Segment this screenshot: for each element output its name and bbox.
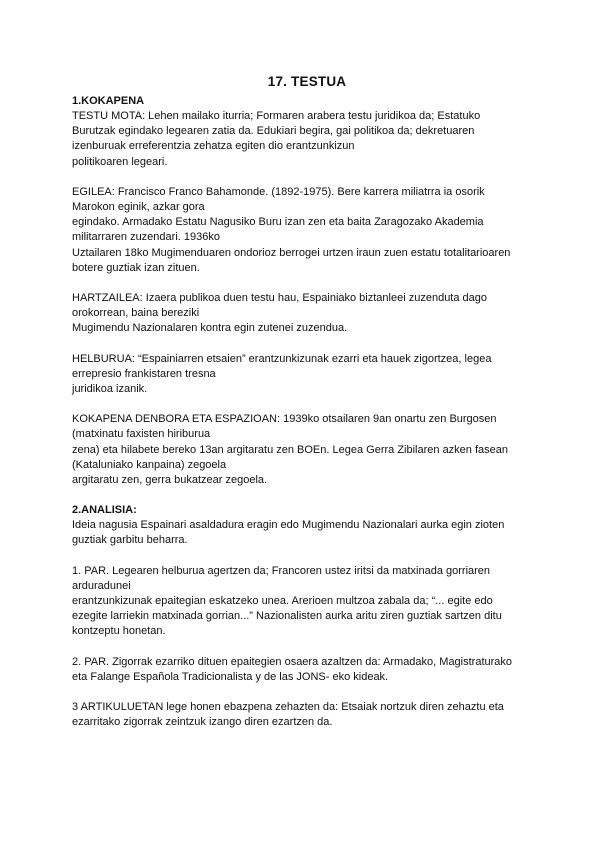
text-line: Burutzak egindako legearen zatia da. Edukiari begira, gai politikoa da; dekretuaren bbox=[72, 125, 475, 138]
text-line: arduradunei bbox=[72, 579, 131, 592]
document-title: 17. TESTUA bbox=[267, 74, 347, 89]
text-line: egindako. Armadako Estatu Nagusiko Buru izan zen eta baita Zaragozako Akademia bbox=[72, 216, 484, 229]
text-line: errepresio frankistaren tresna bbox=[72, 367, 216, 380]
paragraph-par-2 bbox=[72, 655, 542, 685]
paragraph-testu-mota bbox=[72, 109, 542, 170]
text-line: orokorrean, baina bereziki bbox=[72, 307, 200, 320]
text-line: 2. PAR. Zigorrak ezarriko dituen epaitegien osaera azaltzen da: Armadako, Magistraturako bbox=[72, 655, 513, 668]
text-line: 1. PAR. Legearen helburua agertzen da; Francoren ustez iritsi da matxinada gorriaren bbox=[72, 564, 491, 577]
text-line: KOKAPENA DENBORA ETA ESPAZIOAN: 1939ko otsailaren 9an onartu zen Burgosen bbox=[72, 413, 497, 426]
text-line: HELBURUA: “Espainiarren etsaien” erantzunkizunak ezarri eta hauek zigortzea, legea bbox=[72, 352, 492, 365]
text-line: erantzunkizunak epaitegian eskatzeko unea. Arerioen multzoa zabala da; “... egite edo bbox=[72, 595, 493, 608]
text-line: izenburuak erreferentzia zehatza egiten dio erantzunkizun bbox=[72, 140, 355, 153]
text-line: militarraren zuzendari. 1936ko bbox=[72, 231, 220, 244]
text-line: Ideia nagusia Espainari asaldadura eragin edo Mugimendu Nazionalari aurka egin zioten bbox=[72, 519, 505, 532]
paragraph-ideia-nagusia bbox=[72, 518, 542, 548]
text-line: zena) eta hilabete bereko 13an argitaratu zen BOEn. Legea Gerra Zibilaren azken fasean bbox=[72, 443, 508, 456]
section-heading-analisia: 2.ANALISIA: bbox=[72, 504, 137, 517]
paragraph-egilea bbox=[72, 185, 542, 276]
text-line: TESTU MOTA: Lehen mailako iturria; Formaren arabera testu juridikoa da; Estatuko bbox=[72, 110, 481, 122]
section-heading-kokapena: 1.KOKAPENA bbox=[72, 95, 145, 107]
text-line: guztiak garbitu beharra. bbox=[72, 534, 188, 547]
text-line: Uztailaren 18ko Mugimenduaren ondorioz berrogei urtzen iraun zuen estatu totalitarioaren bbox=[72, 246, 511, 259]
text-line: juridikoa izanik. bbox=[72, 383, 148, 396]
text-line: ezegite larriekin matxinada gorrian...” Nazionalisten aurka aritu ziren guztiak sartzen ditu bbox=[72, 610, 502, 623]
text-line: (Kataluniako kanpaina) zegoela bbox=[72, 458, 227, 471]
paragraph-kokapena-denbora bbox=[72, 412, 542, 488]
document-page bbox=[72, 74, 542, 746]
text-line: botere guztiak izan zituen. bbox=[72, 261, 200, 274]
text-line: HARTZAILEA: Izaera publikoa duen testu hau, Espainiako biztanleei zuzenduta dago bbox=[72, 292, 488, 305]
paragraph-hartzailea bbox=[72, 291, 542, 337]
text-line: kontzeptu honetan. bbox=[72, 625, 166, 638]
paragraph-par-3 bbox=[72, 700, 542, 730]
text-line: politikoaren legeari. bbox=[72, 155, 168, 168]
text-line: argitaratu zen, gerra bukatzear zegoela. bbox=[72, 474, 268, 487]
paragraph-helburua bbox=[72, 352, 542, 398]
text-line: EGILEA: Francisco Franco Bahamonde. (1892-1975). Bere karrera miliatrra ia osorik bbox=[72, 185, 485, 198]
paragraph-par-1 bbox=[72, 564, 542, 640]
text-line: (matxinatu faxisten hiriburua bbox=[72, 428, 211, 441]
text-line: Marokon eginik, azkar gora bbox=[72, 201, 205, 214]
text-line: Mugimendu Nazionalaren kontra egin zutenei zuzendua. bbox=[72, 322, 348, 335]
text-line: eta Falange Española Tradicionalista y de las JONS- eko kideak. bbox=[72, 670, 389, 683]
text-line: 3 ARTIKULUETAN lege honen ebazpena zehazten da: Etsaiak nortzuk diren zehaztu eta bbox=[72, 701, 504, 714]
text-line: ezarritako zigorrak zeintzuk izango diren ezartzen da. bbox=[72, 716, 333, 729]
